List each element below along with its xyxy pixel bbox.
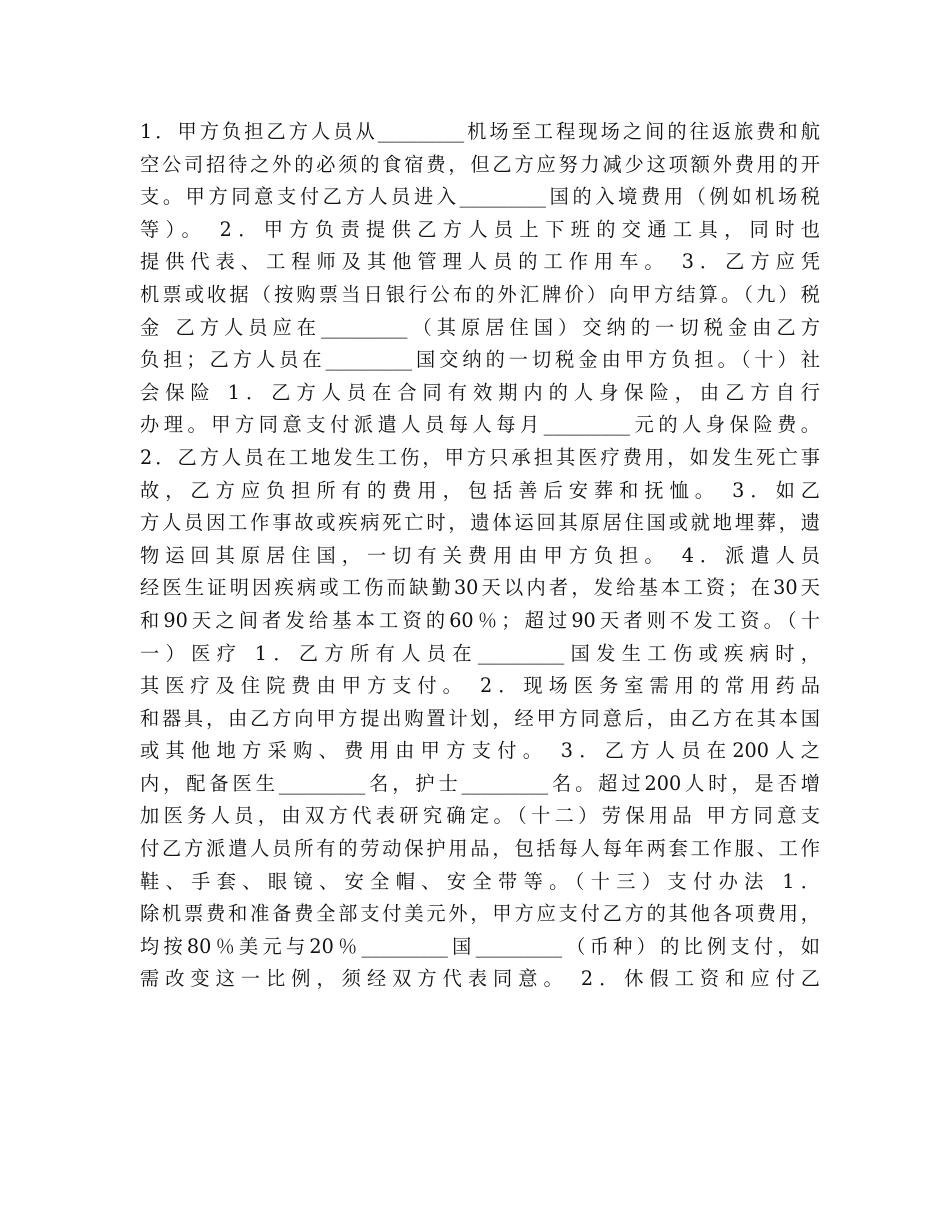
text-line: 机票或收据（按购票当日银行公布的外汇牌价）向甲方结算。（九）税 — [140, 282, 820, 306]
text-line: 或其他地方采购、费用由甲方支付。 3．乙方人员在200人之 — [140, 739, 820, 763]
text-line: 一）医疗 1．乙方所有人员在_________国发生工伤或疾病时， — [140, 641, 820, 665]
contract-text — [140, 116, 820, 996]
text-line: 经医生证明因疾病或工伤而缺勤30天以内者，发给基本工资；在30天 — [140, 576, 820, 600]
text-line: 等）。 2．甲方负责提供乙方人员上下班的交通工具，同时也 — [140, 217, 820, 241]
text-line: 1．甲方负担乙方人员从_________机场至工程现场之间的往返旅费和航 — [140, 120, 820, 143]
text-line: 2．乙方人员在工地发生工伤，甲方只承担其医疗费用，如发生死亡事 — [140, 445, 820, 469]
text-line: 内，配备医生_________名，护士_________名。超过200人时，是否增 — [140, 771, 820, 795]
text-line: 办理。甲方同意支付派遣人员每人每月_________元的人身保险费。 — [140, 413, 820, 437]
text-line: 方人员因工作事故或疾病死亡时，遗体运回其原居住国或就地埋葬，遗 — [140, 511, 820, 535]
text-line: 鞋、手套、眼镜、安全帽、安全带等。（十三）支付办法 1． — [140, 869, 820, 893]
text-line: 其医疗及住院费由甲方支付。 2．现场医务室需用的常用药品 — [140, 674, 820, 698]
text-line: 空公司招待之外的必须的食宿费，但乙方应努力减少这项额外费用的开 — [140, 152, 820, 176]
text-line: 提供代表、工程师及其他管理人员的工作用车。 3．乙方应凭 — [140, 250, 820, 274]
text-line: 和器具，由乙方向甲方提出购置计划，经甲方同意后，由乙方在其本国 — [140, 706, 820, 730]
text-line: 付乙方派遣人员所有的劳动保护用品，包括每人每年两套工作服、工作 — [140, 837, 820, 861]
text-line: 和90天之间者发给基本工资的60％；超过90天者则不发工资。（十 — [140, 608, 820, 632]
text-line: 均按80％美元与20％_________国_________（币种）的比例支付，如 — [140, 934, 820, 958]
text-line: 物运回其原居住国，一切有关费用由甲方负担。 4．派遣人员 — [140, 543, 820, 567]
text-line: 支。甲方同意支付乙方人员进入_________国的入境费用（例如机场税 — [140, 185, 820, 209]
text-line: 需改变这一比例，须经双方代表同意。 2．休假工资和应付乙 — [140, 967, 820, 991]
text-line: 负担；乙方人员在_________国交纳的一切税金由甲方负担。（十）社 — [140, 348, 820, 372]
text-line: 故，乙方应负担所有的费用，包括善后安葬和抚恤。 3．如乙 — [140, 478, 820, 502]
text-line: 金 乙方人员应在_________（其原居住国）交纳的一切税金由乙方 — [140, 315, 820, 339]
text-line: 加医务人员，由双方代表研究确定。（十二）劳保用品 甲方同意支 — [140, 804, 820, 828]
text-line: 除机票费和准备费全部支付美元外，甲方应支付乙方的其他各项费用， — [140, 902, 820, 926]
text-line: 会保险 1．乙方人员在合同有效期内的人身保险，由乙方自行 — [140, 380, 820, 404]
